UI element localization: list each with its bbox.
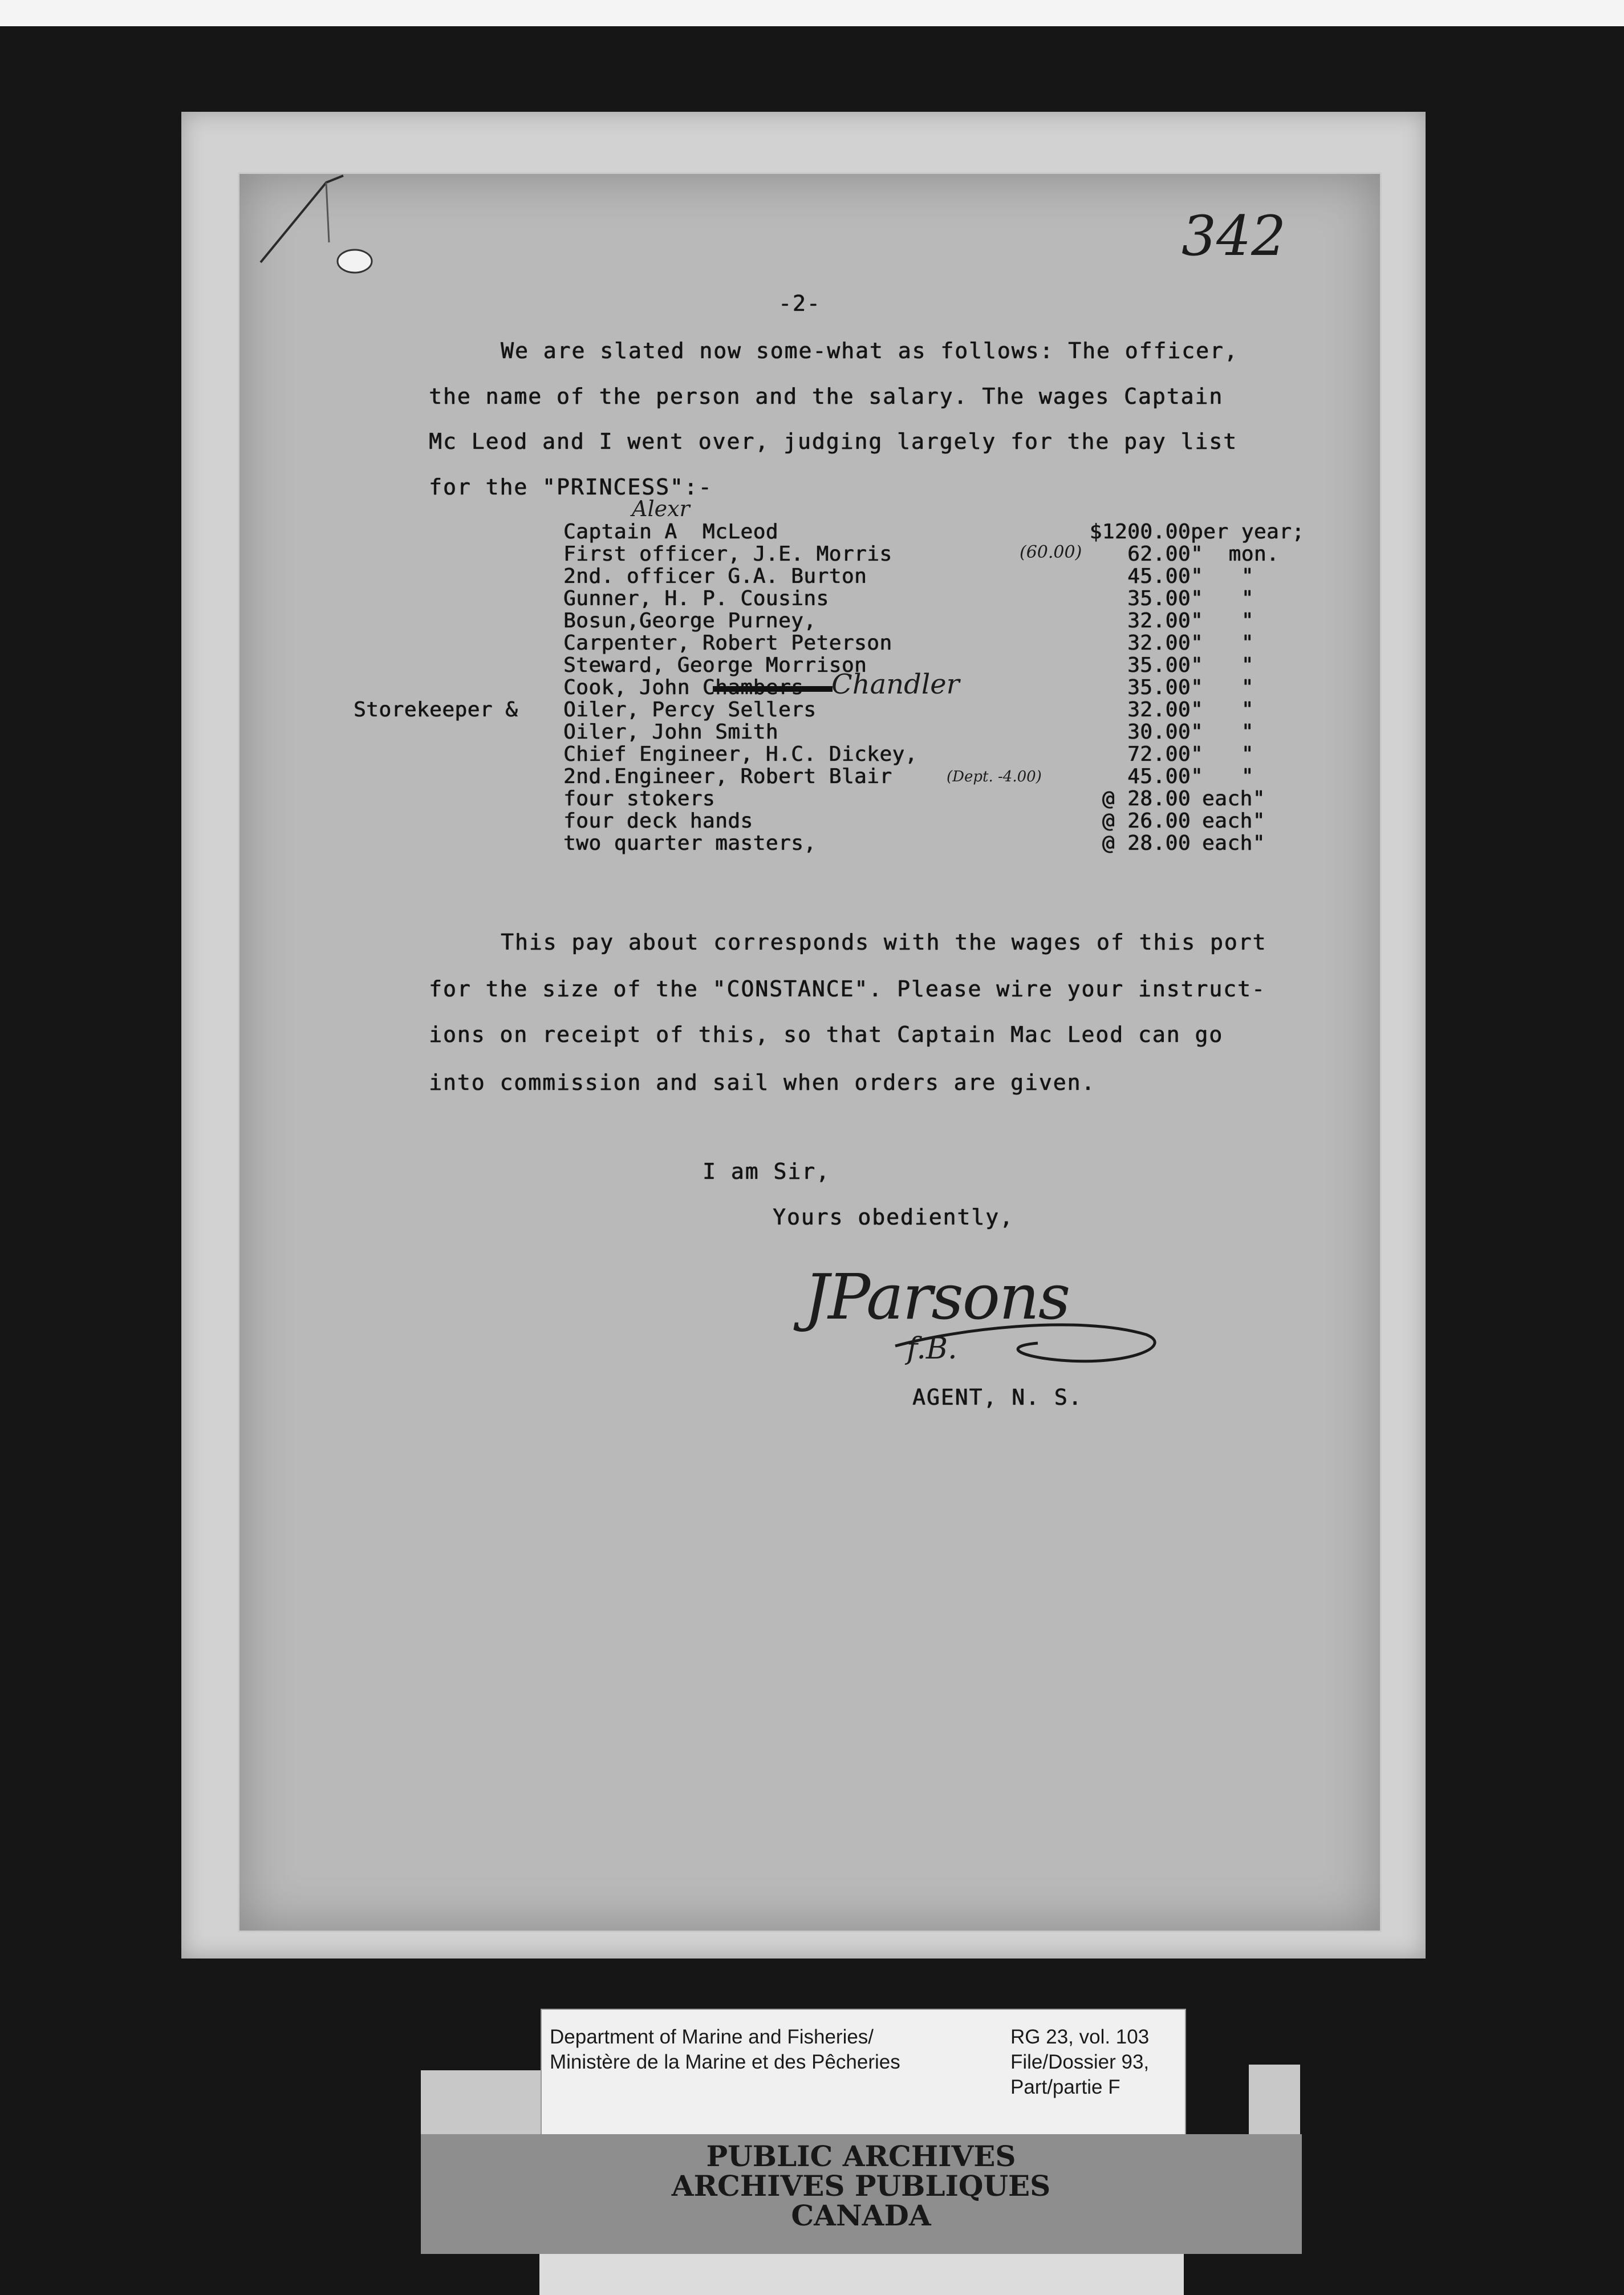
crew-row	[563, 832, 1333, 854]
crew-amount: 62.00	[1127, 542, 1191, 566]
crew-unit: per year;	[1191, 520, 1305, 544]
crew-role: four stokers	[563, 787, 716, 810]
crew-row	[563, 809, 1333, 832]
crew-annotation: (60.00)	[1020, 542, 1082, 562]
signature: JParsons	[804, 1260, 1070, 1333]
page-marker: -2-	[778, 291, 821, 316]
crew-row	[563, 587, 1333, 610]
label-tab-right	[1249, 2065, 1300, 2139]
salutation: I am Sir,	[703, 1159, 830, 1184]
stamp-line-3: CANADA	[791, 2199, 931, 2232]
archives-stamp	[422, 2139, 1300, 2232]
crew-role: Steward, George Morrison	[563, 654, 867, 677]
crew-unit: " "	[1191, 565, 1254, 588]
crew-amount: @ 26.00	[1102, 809, 1191, 833]
crew-unit: each"	[1202, 787, 1265, 810]
crew-role: First officer, J.E. Morris	[563, 542, 892, 566]
crew-row	[563, 787, 1333, 810]
crew-unit: " "	[1191, 698, 1254, 721]
crew-amount: 45.00	[1127, 765, 1191, 788]
crew-row	[563, 743, 1333, 765]
crew-role: 2nd. officer G.A. Burton	[563, 565, 867, 588]
archive-label-ministere: Ministère de la Marine et des Pêcheries	[550, 2051, 900, 2073]
bottom-strip	[539, 2254, 1184, 2295]
crew-amount: @ 28.00	[1102, 832, 1191, 855]
crew-role: Oiler, John Smith	[563, 720, 778, 744]
crew-role: four deck hands	[563, 809, 753, 833]
crew-unit: " "	[1191, 676, 1254, 699]
crew-unit: " "	[1191, 587, 1254, 610]
crew-unit: each"	[1202, 832, 1265, 855]
stamp-line-2: ARCHIVES PUBLIQUES	[671, 2169, 1051, 2203]
crew-amount: 35.00	[1127, 676, 1191, 699]
archive-label-rg: RG 23, vol. 103	[1010, 2026, 1150, 2048]
para2-line-3: ions on receipt of this, so that Captain Mac Leod can go	[429, 1022, 1224, 1047]
crew-amount: @ 28.00	[1102, 787, 1191, 810]
crew-amount: 45.00	[1127, 565, 1191, 588]
para2-line-4: into commission and sail when orders are given.	[429, 1070, 1096, 1095]
crew-unit: " "	[1191, 720, 1254, 744]
crew-row	[563, 698, 1333, 721]
para1-line-3: Mc Leod and I went over, judging largely for the pay list	[429, 429, 1238, 454]
crew-row	[563, 609, 1333, 632]
crew-role: 2nd.Engineer, Robert Blair	[563, 765, 892, 788]
strikethrough-mark	[713, 684, 838, 696]
label-tab-left	[421, 2070, 542, 2139]
crew-unit: " "	[1191, 654, 1254, 677]
signature-initials: f.B.	[907, 1332, 957, 1366]
crew-amount: 30.00	[1127, 720, 1191, 744]
crew-amount: 32.00	[1127, 698, 1191, 721]
archive-label-part: Part/partie F	[1010, 2076, 1120, 2098]
archive-label-department: Department of Marine and Fisheries/	[550, 2026, 874, 2048]
para1-line-4: for the "PRINCESS":-	[429, 475, 713, 500]
crew-unit: " "	[1191, 631, 1254, 655]
crew-role: Carpenter, Robert Peterson	[563, 631, 892, 655]
archive-label	[541, 2009, 1186, 2147]
para1-line-2: the name of the person and the salary. The wages Captain	[429, 384, 1224, 409]
crew-row	[563, 520, 1333, 543]
crew-annotation: (Dept. -4.00)	[947, 768, 1042, 785]
crew-role: Cook, John Chambers	[563, 676, 804, 699]
crew-role: two quarter masters,	[563, 832, 817, 855]
crew-amount: 32.00	[1127, 609, 1191, 632]
crew-prefix: Storekeeper &	[354, 698, 518, 721]
crew-role: Captain A McLeod	[563, 520, 778, 544]
crew-amount: 72.00	[1127, 743, 1191, 766]
crew-unit: " "	[1191, 743, 1254, 766]
crew-role: Oiler, Percy Sellers	[563, 698, 817, 721]
crew-annotation: Chandler	[831, 668, 960, 700]
crew-row	[563, 542, 1333, 565]
crew-unit: " mon.	[1191, 542, 1280, 566]
page-number: 342	[1182, 204, 1286, 268]
crew-unit: " "	[1191, 765, 1254, 788]
crew-annotation: Alexr	[632, 496, 690, 521]
crew-amount: 35.00	[1127, 587, 1191, 610]
crew-row	[563, 631, 1333, 654]
stamp-line-1: PUBLIC ARCHIVES	[706, 2139, 1016, 2173]
scan-top-band	[0, 0, 1624, 26]
crew-role: Bosun,George Purney,	[563, 609, 817, 632]
crew-amount: $1200.00	[1089, 520, 1191, 544]
crew-row	[563, 720, 1333, 743]
crew-unit: " "	[1191, 609, 1254, 632]
crew-amount: 35.00	[1127, 654, 1191, 677]
crew-unit: each"	[1202, 809, 1265, 833]
para2-line-1: This pay about corresponds with the wages of this port	[501, 930, 1267, 955]
archive-label-file: File/Dossier 93,	[1010, 2051, 1150, 2073]
crew-role: Gunner, H. P. Cousins	[563, 587, 829, 610]
complimentary-close: Yours obediently,	[773, 1205, 1014, 1230]
crew-amount: 32.00	[1127, 631, 1191, 655]
para2-line-2: for the size of the "CONSTANCE". Please wire your instruct-	[429, 976, 1266, 1001]
crew-role: Chief Engineer, H.C. Dickey,	[563, 743, 917, 766]
signatory-title: AGENT, N. S.	[912, 1385, 1083, 1410]
crew-row	[563, 565, 1333, 587]
para1-line-1: We are slated now some-what as follows: The officer,	[501, 338, 1239, 363]
folded-corner-mark	[258, 171, 400, 274]
